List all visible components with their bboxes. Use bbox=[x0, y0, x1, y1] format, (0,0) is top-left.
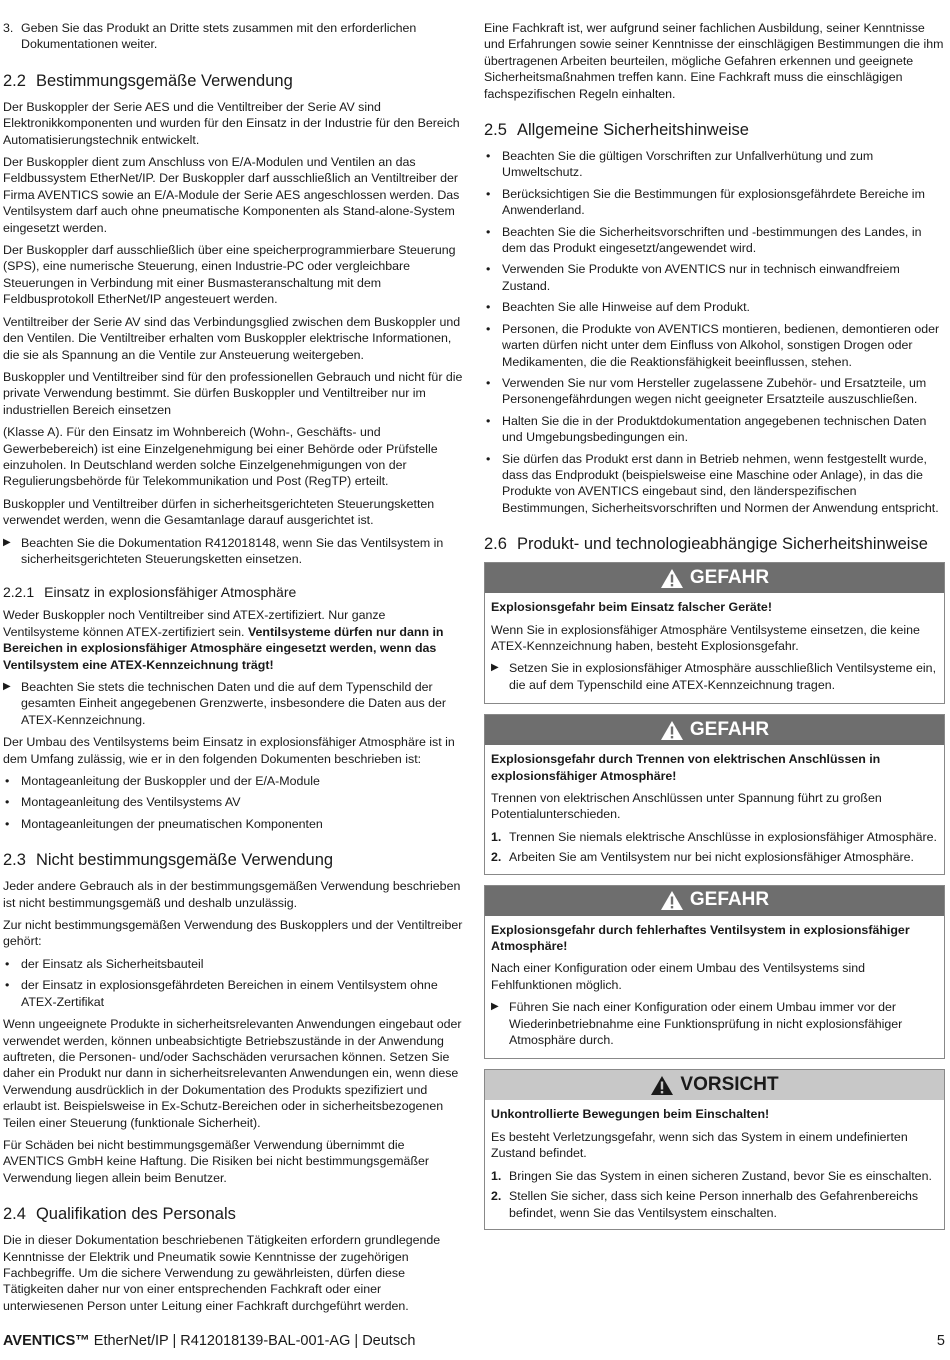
step-item bbox=[491, 849, 938, 865]
paragraph-bold-text: Ventilsysteme dürfen nur dann in Bereichen in explosionsfähiger Atmosphäre eingesetzt werden, wenn das Ventilsystem eine ATEX-Kennzeichnung trägt! bbox=[3, 624, 444, 672]
list-item bbox=[3, 956, 465, 972]
list-item bbox=[484, 413, 945, 446]
paragraph: Wenn ungeeignete Produkte in sicherheitsrelevanten Anwendungen eingebaut oder verwendet werden, können unbeabsichtigte Betriebszustände in der Anwendung auftreten, die Personen- und/oder Sachschäden verursachen können. Setzen Sie daher ein Produkt nur dann in sicherheitsrelevanten Anwendungen ein, wenn diese Verwendung ausdrücklich in der Dokumentation des Produkts spezifiziert und erlaubt ist. Beispielsweise in Ex-Schutz-Bereichen oder in sicherheitsbezogenen Teilen einer Steuerung (funktionale Sicherheit). bbox=[3, 1017, 462, 1130]
list-item bbox=[3, 816, 465, 832]
list-item-text: Beachten Sie die Sicherheitsvorschriften und -bestimmungen des Landes, in dem das Produkt eingesetzt/angewendet wird. bbox=[502, 224, 922, 256]
list-item bbox=[484, 224, 945, 257]
notice-title: Unkontrollierte Bewegungen beim Einschalten! bbox=[491, 1107, 770, 1122]
section-title: Nicht bestimmungsgemäße Verwendung bbox=[35, 851, 334, 870]
footer-document-info bbox=[3, 1333, 415, 1349]
section-number: 2.4 bbox=[3, 1205, 26, 1224]
section-title: Bestimmungsgemäße Verwendung bbox=[35, 71, 293, 90]
list-item-text: Beachten Sie alle Hinweise auf dem Produkt. bbox=[502, 300, 750, 315]
item-text: Geben Sie das Produkt an Dritte stets zusammen mit den erforderlichen Dokumentationen weiter. bbox=[21, 21, 417, 52]
list-item-text: Sie dürfen das Produkt erst dann in Betrieb nehmen, wenn festgestellt wurde, dass das Endprodukt (beispielsweise eine Maschine oder Anlage), in das die Produkte von AVENTICS eingebaut sind, den länderspezifischen Bestimmungen, Sicherheitsvorschriften und Normen der Anwendung entspricht. bbox=[502, 451, 939, 515]
list-item-text: Beachten Sie die gültigen Vorschriften zur Unfallverhütung und zum Umweltschutz. bbox=[502, 149, 874, 180]
instruction bbox=[491, 660, 938, 693]
notice-title: Explosionsgefahr beim Einsatz falscher Geräte! bbox=[491, 600, 772, 615]
warning-triangle-icon bbox=[660, 890, 684, 911]
instruction-arrow-icon: ▶ bbox=[3, 536, 11, 548]
notice-body bbox=[485, 745, 944, 873]
bullet-icon: • bbox=[486, 321, 491, 336]
instruction-arrow-icon: ▶ bbox=[3, 681, 11, 692]
list-item-text: Montageanleitung des Ventilsystems AV bbox=[21, 795, 241, 810]
instruction-arrow-icon: ▶ bbox=[491, 1001, 499, 1013]
danger-header bbox=[485, 715, 944, 745]
list-item bbox=[3, 794, 465, 810]
paragraph: Es besteht Verletzungsgefahr, wenn sich das System in einem undefinierten Zustand befindet. bbox=[491, 1129, 908, 1161]
section-title: Allgemeine Sicherheitshinweise bbox=[516, 121, 749, 140]
paragraph: Wenn Sie in explosionsfähiger Atmosphäre Ventilsysteme einsetzen, die keine ATEX-Kennzeichnung haben, besteht Explosionsgefahr. bbox=[491, 622, 920, 653]
list-item-text: der Einsatz als Sicherheitsbauteil bbox=[21, 956, 204, 971]
warning-triangle-icon bbox=[660, 568, 684, 589]
section-number: 2.3 bbox=[3, 851, 26, 870]
section-heading-2-4 bbox=[3, 1204, 465, 1224]
notice-body bbox=[485, 916, 944, 1059]
paragraph: Zur nicht bestimmungsgemäßen Verwendung des Buskopplers und der Ventiltreiber gehört: bbox=[3, 918, 463, 949]
document-id: EtherNet/IP | R412018139-BAL-001-AG | Deutsch bbox=[89, 1333, 416, 1349]
list-item bbox=[3, 773, 465, 789]
list-item bbox=[3, 20, 465, 53]
bullet-icon: • bbox=[5, 956, 10, 971]
bullet-icon: • bbox=[5, 978, 10, 993]
signal-word: VORSICHT bbox=[680, 1074, 779, 1096]
paragraph bbox=[3, 607, 465, 673]
signal-word: GEFAHR bbox=[689, 889, 770, 911]
section-heading-2-6 bbox=[484, 534, 945, 554]
signal-word: GEFAHR bbox=[689, 718, 770, 740]
paragraph: Buskoppler und Ventiltreiber sind für den professionellen Gebrauch und nicht für die private Verwendung bestimmt. Sie dürfen Buskoppler und Ventiltreiber nur im industriellen Bereich einsetzen bbox=[3, 369, 463, 417]
paragraph: (Klasse A). Für den Einsatz im Wohnbereich (Wohn-, Geschäfts- und Gewerbebereich) ist eine Einzelgenehmigung bei einer Behörde oder Prüfstelle einzuholen. In Deutschland werden solche Einzelgenehmigungen von der Regulierungsbehörde für Telekommunikation und Post (RegTP) erteilt. bbox=[3, 425, 438, 489]
section-title: Einsatz in explosionsfähiger Atmosphäre bbox=[44, 584, 297, 601]
step-text: Trennen Sie niemals elektrische Anschlüsse in explosionsfähiger Atmosphäre. bbox=[509, 829, 937, 844]
paragraph-text: Weder Buskoppler noch Ventiltreiber sind ATEX-zertifiziert. Nur ganze Ventilsysteme können ATEX-zertifiziert sein. bbox=[3, 608, 386, 639]
step-list bbox=[491, 1168, 938, 1221]
list-item-text: Berücksichtigen Sie die Bestimmungen für explosionsgefährdete Bereiche im Anwenderland. bbox=[502, 186, 925, 218]
section-heading-2-5 bbox=[484, 120, 945, 140]
list-item-text: der Einsatz in explosionsgefährdeten Bereichen in einem Ventilsystem ohne ATEX-Zertifikat bbox=[21, 978, 438, 1009]
step-text: Bringen Sie das System in einen sicheren Zustand, bevor Sie es einschalten. bbox=[509, 1168, 932, 1183]
paragraph: Nach einer Konfiguration oder einem Umbau des Ventilsystems sind Fehlfunktionen möglich. bbox=[491, 961, 865, 992]
instruction bbox=[491, 999, 938, 1048]
instruction-text: Beachten Sie die Dokumentation R412018148, wenn Sie das Ventilsystem in sicherheitsgerichteten Steuerungsketten einsetzen. bbox=[21, 535, 444, 566]
list-item bbox=[484, 299, 945, 315]
paragraph: Buskoppler und Ventiltreiber dürfen in sicherheitsgerichteten Steuerungsketten verwendet werden, wenn die Gesamtanlage darauf ausgerichtet ist. bbox=[3, 496, 435, 528]
list-item-text: Personen, die Produkte von AVENTICS montieren, bedienen, demontieren oder warten dürfen nicht unter dem Einfluss von Alkohol, sonstigen Drogen oder Medikamenten, die die Reaktionsfähigkeit beeinflussen, stehen. bbox=[502, 321, 940, 369]
danger-header bbox=[485, 886, 944, 916]
bullet-icon: • bbox=[486, 224, 491, 239]
list-item-text: Montageanleitungen der pneumatischen Komponenten bbox=[21, 816, 323, 831]
step-number: 2. bbox=[491, 1189, 502, 1204]
section-number: 2.2.1 bbox=[3, 584, 35, 601]
list-item bbox=[484, 148, 945, 181]
notice-body bbox=[485, 593, 944, 703]
danger-notice bbox=[484, 714, 945, 874]
bullet-icon: • bbox=[486, 413, 491, 428]
page-footer bbox=[3, 1333, 945, 1349]
step-item bbox=[491, 829, 938, 845]
step-item bbox=[491, 1188, 938, 1221]
list-item bbox=[484, 261, 945, 294]
bullet-icon: • bbox=[486, 451, 491, 466]
bullet-list bbox=[3, 773, 465, 832]
section-number: 2.6 bbox=[484, 535, 507, 554]
notice-body bbox=[485, 1100, 944, 1228]
paragraph: Der Buskoppler dient zum Anschluss von E/A-Modulen und Ventilen an das Feldbussystem EtherNet/IP. Der Buskoppler darf ausschließlich an Ventiltreiber der Firma AVENTICS sowie an E/A-Module der Serie AES angeschlossen werden. Das Ventilsystem darf auch ohne pneumatische Komponenten als Stand-alone-System eingesetzt werden. bbox=[3, 155, 460, 235]
section-heading-2-2 bbox=[3, 71, 465, 91]
bullet-icon: • bbox=[5, 774, 10, 789]
paragraph: Eine Fachkraft ist, wer aufgrund seiner fachlichen Ausbildung, seiner Kenntnisse und Erfahrungen sowie seiner Kenntnisse der einschlägigen Bestimmungen die ihm übertragenen Arbeiten beurteilen, mögliche Gefahren erkennen und geeignete Sicherheitsmaßnahmen treffen kann. Eine Fachkraft muss die einschlägigen fachspezifischen Regeln einhalten. bbox=[484, 21, 944, 101]
danger-header bbox=[485, 563, 944, 593]
step-item bbox=[491, 1168, 938, 1184]
paragraph: Der Buskoppler der Serie AES und die Ventiltreiber der Serie AV sind Elektronikkomponenten und wurden für den Einsatz in der Industrie für den Bereich Automatisierungstechnik entwickelt. bbox=[3, 99, 460, 147]
right-column bbox=[484, 20, 945, 1240]
list-item-text: Verwenden Sie nur vom Hersteller zugelassene Zubehör- und Ersatzteile, um Personengefährdungen wegen nicht geeigneter Ersatzteile auszuschließen. bbox=[502, 375, 927, 407]
bullet-icon: • bbox=[486, 262, 491, 277]
bullet-list bbox=[484, 148, 945, 516]
caution-notice bbox=[484, 1069, 945, 1229]
caution-header bbox=[485, 1070, 944, 1100]
instruction bbox=[3, 535, 465, 568]
brand-name: AVENTICS™ bbox=[3, 1333, 90, 1349]
step-number: 1. bbox=[491, 829, 502, 844]
section-number: 2.5 bbox=[484, 121, 507, 140]
step-text: Arbeiten Sie am Ventilsystem nur bei nicht explosionsfähiger Atmosphäre. bbox=[509, 850, 914, 865]
bullet-icon: • bbox=[486, 300, 491, 315]
item-number: 3. bbox=[3, 21, 14, 35]
danger-notice bbox=[484, 562, 945, 704]
paragraph: Der Umbau des Ventilsystems beim Einsatz in explosionsfähiger Atmosphäre ist in dem Umfang zulässig, wie er in den folgenden Dokumenten beschrieben ist: bbox=[3, 735, 455, 766]
list-item bbox=[484, 321, 945, 370]
notice-title: Explosionsgefahr durch fehlerhaftes Ventilsystem in explosionsfähiger Atmosphäre! bbox=[491, 922, 910, 954]
notice-title: Explosionsgefahr durch Trennen von elektrischen Anschlüssen in explosionsfähiger Atmosphäre! bbox=[491, 752, 881, 783]
list-item-text: Halten Sie die in der Produktdokumentation angegebenen technischen Daten und Umgebungsbedingungen ein. bbox=[502, 413, 927, 445]
step-number: 1. bbox=[491, 1168, 502, 1183]
warning-triangle-icon bbox=[660, 720, 684, 741]
instruction-text: Setzen Sie in explosionsfähiger Atmosphäre ausschließlich Ventilsysteme ein, die auf dem Typenschild eine ATEX-Kennzeichnung tragen. bbox=[509, 661, 937, 692]
bullet-icon: • bbox=[486, 186, 491, 201]
bullet-list bbox=[3, 956, 465, 1010]
bullet-icon: • bbox=[486, 149, 491, 164]
paragraph: Ventiltreiber der Serie AV sind das Verbindungsglied zwischen dem Buskoppler und den Ventilen. Die Ventiltreiber erhalten vom Buskoppler elektrische Informationen, die sie als Spannung an die Ventile zur Ansteuerung weitergeben. bbox=[3, 314, 461, 362]
step-number: 2. bbox=[491, 850, 502, 865]
list-item bbox=[484, 451, 945, 517]
instruction-arrow-icon: ▶ bbox=[491, 662, 499, 674]
section-title: Qualifikation des Personals bbox=[35, 1205, 236, 1224]
bullet-icon: • bbox=[5, 795, 10, 810]
section-heading-2-3 bbox=[3, 850, 465, 870]
step-text: Stellen Sie sicher, dass sich keine Person innerhalb des Gefahrenbereichs befindet, wenn Sie das Ventilsystem einschalten. bbox=[509, 1189, 919, 1220]
list-item bbox=[484, 375, 945, 408]
page-number: 5 bbox=[936, 1333, 945, 1349]
list-item bbox=[3, 977, 465, 1010]
instruction-text: Beachten Sie stets die technischen Daten und die auf dem Typenschild der gesamten Einheit angegebenen Grenzwerte, insbesondere die Daten aus der ATEX-Kennzeichnung. bbox=[21, 680, 447, 727]
signal-word: GEFAHR bbox=[689, 566, 770, 588]
list-item bbox=[484, 186, 945, 219]
paragraph: Jeder andere Gebrauch als in der bestimmungsgemäßen Verwendung beschrieben ist nicht bestimmungsgemäß und deshalb unzulässig. bbox=[3, 879, 461, 910]
paragraph: Für Schäden bei nicht bestimmungsgemäßer Verwendung übernimmt die AVENTICS GmbH keine Haftung. Die Risiken bei nicht bestimmungsgemäßer Verwendung liegen allein beim Benutzer. bbox=[3, 1137, 430, 1185]
section-heading-2-2-1 bbox=[3, 583, 465, 601]
left-column bbox=[3, 20, 465, 1320]
section-title: Produkt- und technologieabhängige Sicherheitshinweise bbox=[516, 535, 928, 554]
step-list bbox=[491, 829, 938, 866]
paragraph: Trennen von elektrischen Anschlüssen unter Spannung führt zu großen Potentialunterschieden. bbox=[491, 791, 882, 822]
paragraph: Der Buskoppler darf ausschließlich über eine speicherprogrammierbare Steuerung (SPS), eine numerische Steuerung, einen Industrie-PC oder vergleichbare Steuerungen in Verbindung mit einer Busmasteranschaltung mit dem Feldbusprotokoll EtherNet/IP angesteuert werden. bbox=[3, 243, 456, 307]
warning-triangle-icon bbox=[650, 1075, 674, 1096]
section-number: 2.2 bbox=[3, 71, 26, 90]
bullet-icon: • bbox=[5, 816, 10, 831]
instruction bbox=[3, 679, 465, 728]
list-item-text: Montageanleitung der Buskoppler und der E/A-Module bbox=[21, 774, 320, 789]
bullet-icon: • bbox=[486, 375, 491, 390]
paragraph: Die in dieser Dokumentation beschriebenen Tätigkeiten erfordern grundlegende Kenntnisse der Elektrik und Pneumatik sowie Kenntnisse der zugehörigen Fachbegriffe. Um die sichere Verwendung zu gewährleisten, dürfen diese Tätigkeiten daher nur von einer entsprechenden Fachkraft oder einer unterwiesenen Person unter Leitung einer Fachkraft durchgeführt werden. bbox=[3, 1233, 441, 1313]
instruction-text: Führen Sie nach einer Konfiguration oder einem Umbau immer vor der Wiederinbetriebnahme eine Funktionsprüfung in nicht explosionsfähiger Atmosphäre durch. bbox=[509, 1000, 903, 1048]
list-item-text: Verwenden Sie Produkte von AVENTICS nur in technisch einwandfreiem Zustand. bbox=[502, 262, 900, 293]
danger-notice bbox=[484, 885, 945, 1060]
